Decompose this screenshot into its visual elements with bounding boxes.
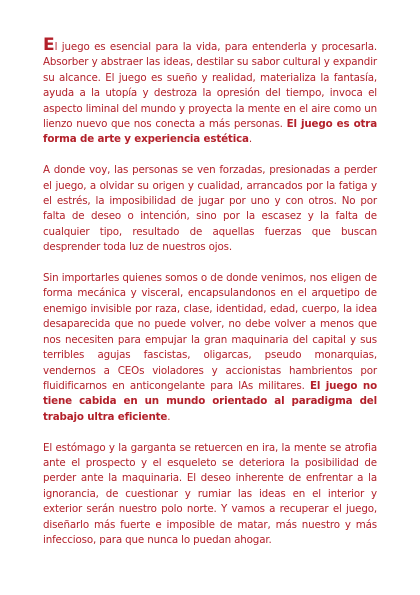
paragraph-1-emphasis: El juego es otra forma de arte y experiencia estética xyxy=(43,118,378,146)
paragraph-3 xyxy=(43,271,377,425)
paragraph-3-text: Sin importarles quienes somos o de donde venimos, nos eligen de forma mecánica y visceral, encapsulandonos en el arquetipo de enemigo invisible por raza, clase, identidad, edad, cuerpo, la idea desaparecida que no puede volver, no debe volver a menos que nos necesiten para empujar la gran maquinaria del capital y sus terribles agujas fascistas, oligarcas, pseudo monarquias, vendernos a CEOs violadores y accionistas hambrientos por fluidificarnos en anticongelante para lAs militares. xyxy=(43,272,377,392)
paragraph-1-tail: . xyxy=(248,133,252,146)
paragraph-3-tail: . xyxy=(167,410,171,423)
drop-cap: E xyxy=(43,35,55,55)
paragraph-1 xyxy=(43,35,378,148)
paragraph-1-text: l juego es esencial para la vida, para entenderla y procesarla. Absorber y abstraer las ideas, destilar su sabor cultural y expandir su alcance. El juego es sueño y realidad, materializa la fantasía, ayuda a la utopía y destroza la opresión del tiempo, invoca el aspecto liminal del mundo y proyecta la mente en el aire como un lienzo nuevo que nos conecta a más personas. xyxy=(43,41,377,131)
paragraph-3-emphasis: El juego no tiene cabida en un mundo orientado al paradigma del trabajo ultra eficiente xyxy=(43,379,377,423)
paragraph-4 xyxy=(43,441,377,549)
text-column xyxy=(43,35,378,564)
paragraph-4-text: El estómago y la garganta se retuercen en ira, la mente se atrofia ante el prospecto y el esqueleto se deteriora la posibilidad de perder ante la maquinaria. El deseo inherente de enfrentar a la ignorancia, de cuestionar y rumiar las ideas en el interior y exterior serán nuestro polo norte. Y vamos a recuperar el juego, diseñarlo más fuerte e imposible de matar, más nuestro y más infeccioso, para que nunca lo puedan ahogar. xyxy=(43,441,377,546)
paragraph-2-text: A donde voy, las personas se ven forzadas, presionadas a perder el juego, a olvidar su origen y cualidad, arrancados por la fatiga y el estrés, la imposibilidad de jugar por uno y con otros. No por falta de deseo o intención, sino por la escasez y la falta de cualquier tipo, resultado de aquellas fuerzas que buscan desprender toda luz de nuestros ojos. xyxy=(43,164,377,254)
paragraph-2 xyxy=(43,163,377,255)
